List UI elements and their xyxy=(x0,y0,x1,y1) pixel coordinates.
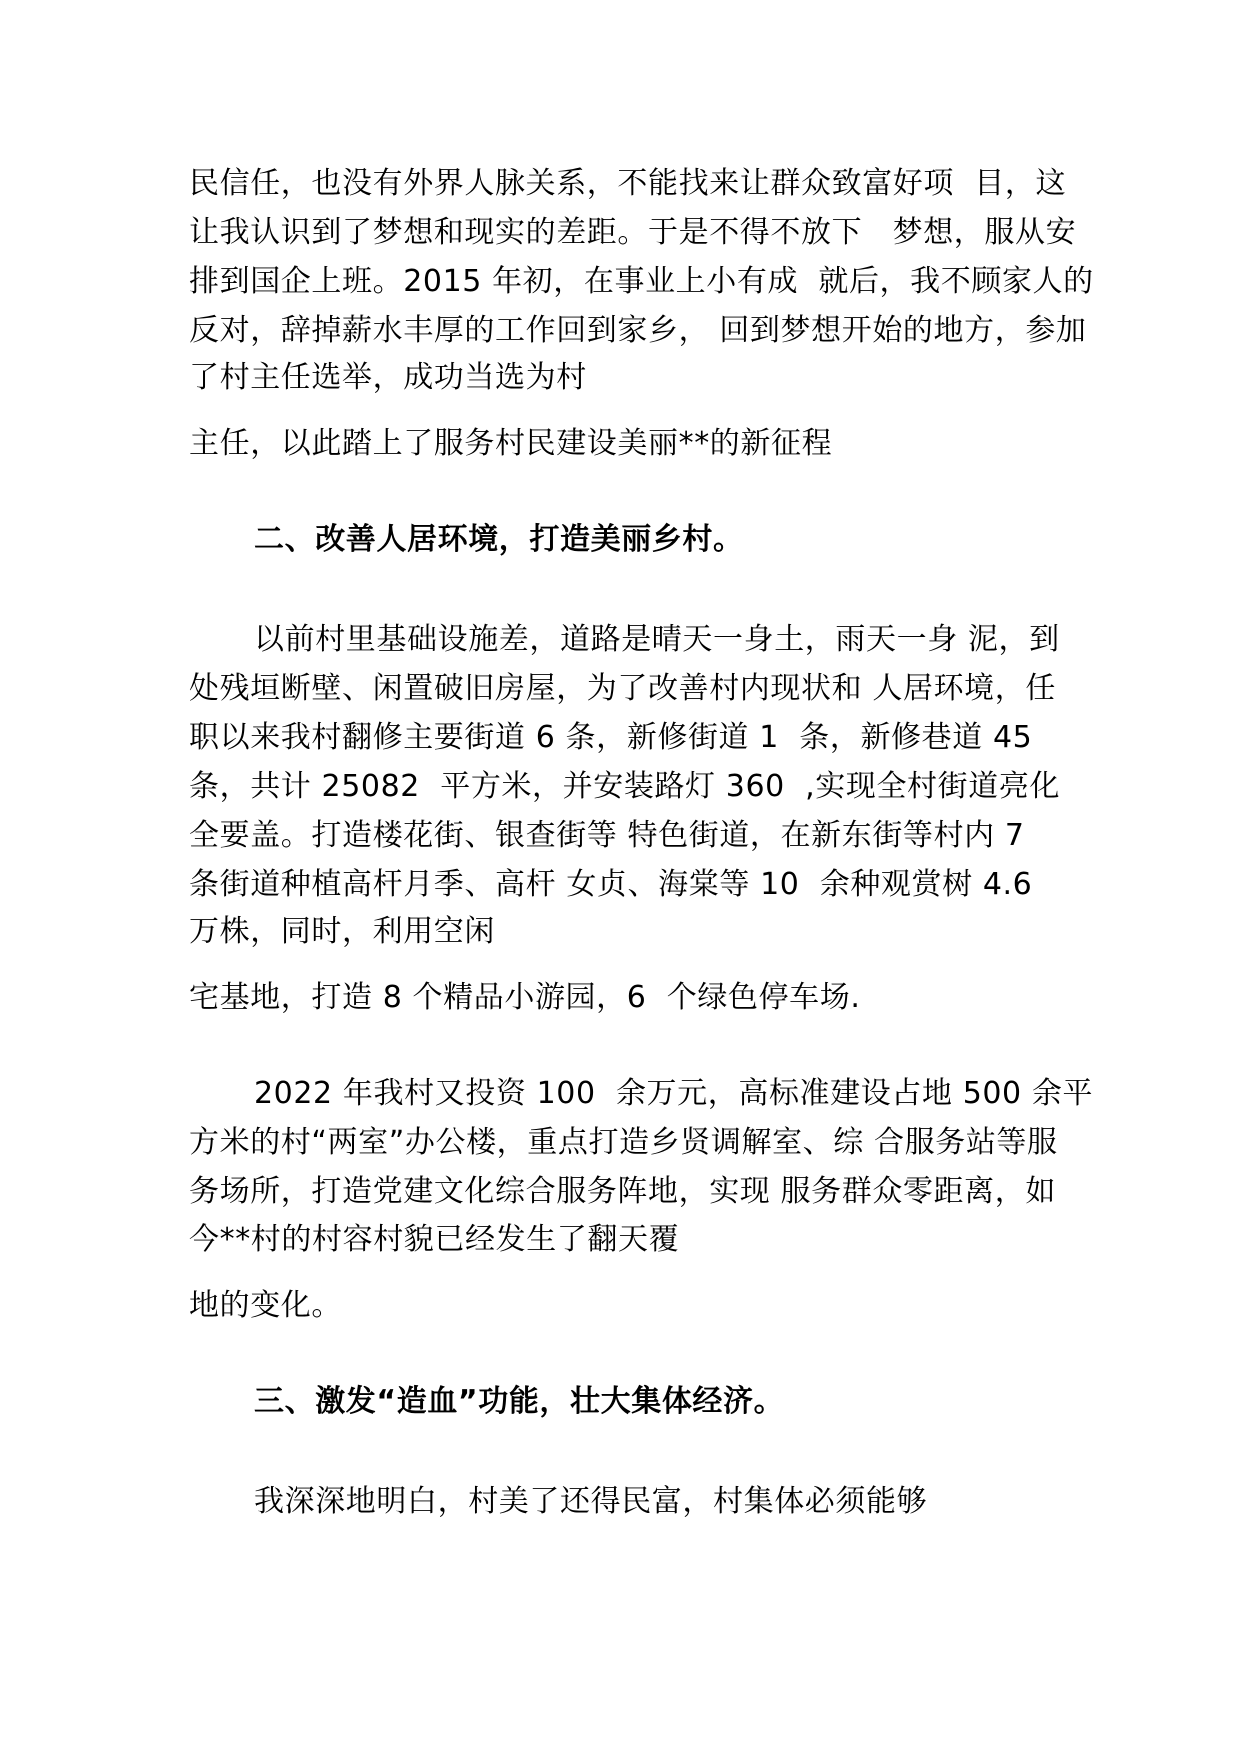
paragraph-2-tail: 宅基地，打造 8 个精品小游园，6 个绿色停车场. xyxy=(189,980,861,1015)
paragraph-1-line-1: 民信任，也没有外界人脉关系，不能找来让群众致富好项 目，这 xyxy=(189,166,1067,201)
paragraph-2-line-7: 万株，同时，利用空闲 xyxy=(189,914,495,949)
paragraph-2-line-3: 职以来我村翻修主要街道 6 条，新修街道 1 条，新修巷道 45 xyxy=(189,720,1033,755)
paragraph-1-line-2: 让我认识到了梦想和现实的差距。于是不得不放下 梦想，服从安 xyxy=(189,215,1077,250)
paragraph-3-line-4: 今**村的村容村貌已经发生了翻天覆 xyxy=(189,1222,680,1257)
paragraph-3-line-2: 方米的村“两室”办公楼，重点打造乡贤调解室、综 合服务站等服 xyxy=(189,1125,1058,1160)
paragraph-1-line-3: 排到国企上班。2015 年初，在事业上小有成 就后，我不顾家人的 xyxy=(189,264,1094,299)
paragraph-2-line-2: 处残垣断壁、闲置破旧房屋，为了改善村内现状和 人居环境，任 xyxy=(189,671,1056,706)
paragraph-1-line-4: 反对，辞掉薪水丰厚的工作回到家乡， 回到梦想开始的地方，参加 xyxy=(189,313,1087,348)
paragraph-3-tail: 地的变化。 xyxy=(189,1288,342,1323)
paragraph-3-line-1: 2022 年我村又投资 100 余万元，高标准建设占地 500 余平 xyxy=(254,1076,1094,1111)
paragraph-4-line-1: 我深深地明白，村美了还得民富，村集体必须能够 xyxy=(254,1484,928,1519)
paragraph-3-line-3: 务场所，打造党建文化综合服务阵地，实现 服务群众零距离，如 xyxy=(189,1174,1056,1209)
paragraph-2-line-5: 全要盖。打造楼花街、银查街等 特色街道，在新东街等村内 7 xyxy=(189,818,1025,853)
paragraph-1-line-5: 了村主任选举，成功当选为村 xyxy=(189,360,587,395)
section-heading-3: 三、激发“造血”功能，壮大集体经济。 xyxy=(254,1384,785,1419)
paragraph-2-line-6: 条街道种植高杆月季、高杆 女贞、海棠等 10 余种观赏树 4.6 xyxy=(189,867,1033,902)
section-heading-2: 二、改善人居环境，打造美丽乡村。 xyxy=(254,522,744,557)
paragraph-1-tail: 主任，以此踏上了服务村民建设美丽**的新征程 xyxy=(189,426,833,461)
paragraph-2-line-4: 条，共计 25082 平方米，并安装路灯 360 ,实现全村街道亮化 xyxy=(189,769,1061,804)
paragraph-2-line-1: 以前村里基础设施差，道路是晴天一身土，雨天一身 泥，到 xyxy=(254,622,1060,657)
